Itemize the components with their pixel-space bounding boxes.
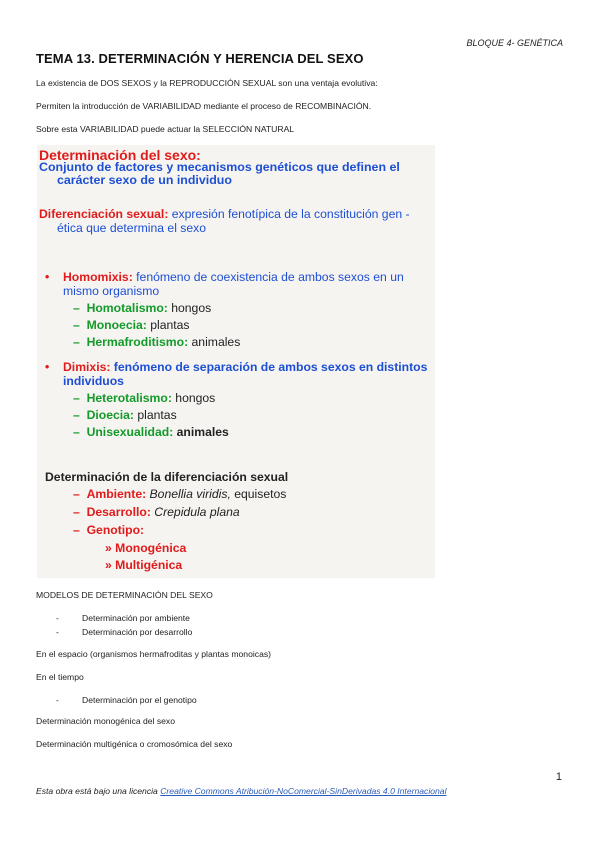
dimixis-label: Dimixis: <box>63 360 111 374</box>
homomixis-label: Homomixis: <box>63 270 133 284</box>
hermafroditismo-val: animales <box>188 335 241 349</box>
genotipo-label: Genotipo: <box>86 523 145 537</box>
homotalismo-line: – Homotalismo: hongos <box>73 301 212 315</box>
models-multigenica: Determinación multigénica o cromosómica del sexo <box>36 739 233 749</box>
homomixis-line-1 <box>63 270 404 284</box>
genotipo-line: – Genotipo: <box>73 523 145 537</box>
slide-image <box>37 145 435 578</box>
homomixis-def-2: mismo organismo <box>63 284 160 298</box>
intro-line-2: Permiten la introducción de VARIABILIDAD mediante el proceso de RECOMBINACIÓN. <box>36 101 372 111</box>
ambiente-label: Ambiente: <box>86 487 147 501</box>
intro-line-1: La existencia de DOS SEXOS y la REPRODUCCIÓN SEXUAL son una ventaja evolutiva: <box>36 78 378 88</box>
page-title: TEMA 13. DETERMINACIÓN Y HERENCIA DEL SEXO <box>36 51 364 66</box>
models-item-ambiente: - Determinación por ambiente <box>56 613 190 623</box>
models-item-genotipo: - Determinación por el genotipo <box>56 695 197 705</box>
hermafroditismo-label: Hermafroditismo: <box>86 335 189 349</box>
models-heading: MODELOS DE DETERMINACIÓN DEL SEXO <box>36 590 213 600</box>
multigenica-line: » Multigénica <box>105 558 183 572</box>
dimixis-def-1: fenómeno de separación de ambos sexos en distintos <box>110 360 428 374</box>
ambiente-val: Bonellia viridis, <box>146 487 231 501</box>
homotalismo-label: Homotalismo: <box>86 301 168 315</box>
unisexualidad-label: Unisexualidad: <box>86 425 174 439</box>
unisexualidad-line: – Unisexualidad: animales <box>73 425 229 439</box>
models-espacio: En el espacio (organismos hermafroditas y plantas monoicas) <box>36 649 272 659</box>
models-item-desarrollo: - Determinación por desarrollo <box>56 627 193 637</box>
monoecia-line: – Monoecia: plantas <box>73 318 190 332</box>
monoecia-val: plantas <box>146 318 190 332</box>
license-link[interactable]: Creative Commons Atribución-NoComercial-SinDerivadas 4.0 Internacional <box>160 786 447 796</box>
dioecia-label: Dioecia: <box>86 408 134 422</box>
license-footer <box>36 786 446 796</box>
det-title: Determinación del sexo: <box>39 147 201 163</box>
heterotalismo-val: hongos <box>171 391 216 405</box>
dif-label: Diferenciación sexual: <box>39 207 169 221</box>
detdif-title: Determinación de la diferenciación sexual <box>45 470 289 484</box>
models-monogenica: Determinación monogénica del sexo <box>36 716 176 726</box>
det-def-2: carácter sexo de un individuo <box>57 173 232 187</box>
heterotalismo-line: – Heterotalismo: hongos <box>73 391 216 405</box>
ambiente-val2: equisetos <box>230 487 287 501</box>
homomixis-def-1: fenómeno de coexistencia de ambos sexos en un <box>132 270 404 284</box>
models-tiempo: En el tiempo <box>36 672 84 682</box>
block-header: BLOQUE 4- GENÉTICA <box>466 38 563 48</box>
monoecia-label: Monoecia: <box>86 318 147 332</box>
dif-line-1 <box>39 207 410 221</box>
desarrollo-line: – Desarrollo: Crepidula plana <box>73 505 240 519</box>
ambiente-line: – Ambiente: Bonellia viridis, equisetos <box>73 487 287 501</box>
bullet-dimixis: • <box>45 360 50 374</box>
license-prefix: Esta obra está bajo una licencia <box>36 786 161 796</box>
det-def-1: Conjunto de factores y mecanismos genéticos que definen el <box>39 160 400 174</box>
desarrollo-val: Crepidula plana <box>150 505 240 519</box>
monogenica-label: Monogénica <box>115 541 187 555</box>
desarrollo-label: Desarrollo: <box>86 505 151 519</box>
heterotalismo-label: Heterotalismo: <box>86 391 172 405</box>
multigenica-label: Multigénica <box>115 558 183 572</box>
dif-def-2: ética que determina el sexo <box>57 221 207 235</box>
intro-line-3: Sobre esta VARIABILIDAD puede actuar la SELECCIÓN NATURAL <box>36 124 295 134</box>
dif-def-1: expresión fenotípica de la constitución gen - <box>168 207 410 221</box>
hermafroditismo-line: – Hermafroditismo: animales <box>73 335 241 349</box>
dioecia-val: plantas <box>133 408 177 422</box>
dioecia-line: – Dioecia: plantas <box>73 408 177 422</box>
dimixis-def-2: individuos <box>63 374 124 388</box>
unisexualidad-val: animales <box>173 425 229 439</box>
dimixis-line-1 <box>63 360 427 374</box>
bullet-homomixis: • <box>45 270 50 284</box>
page-number: 1 <box>555 771 562 783</box>
homotalismo-val: hongos <box>167 301 212 315</box>
monogenica-line: » Monogénica <box>105 541 187 555</box>
